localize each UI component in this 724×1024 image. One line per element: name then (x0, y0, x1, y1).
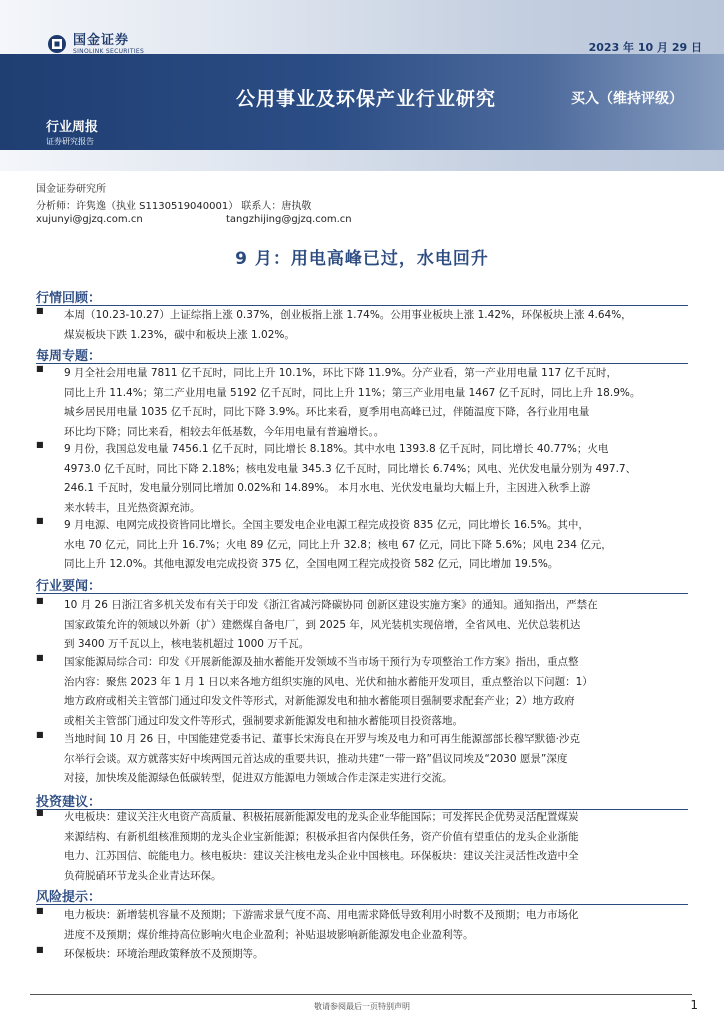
bullet-icon: ■ (36, 306, 44, 315)
text-line: 国家政策允许的领域以外新（扩）建燃煤自备电厂，到 2025 年，风光装机实现倍增，全省风电、光伏总装机达 (64, 618, 581, 631)
text-line: 同比上升 12.0%。其他电源发电完成投资 375 亿，全国电网工程完成投资 582 亿元，同比增加 19.5%。 (64, 558, 559, 570)
bullet-icon: ■ (36, 653, 44, 662)
analyst-email[interactable]: xujunyi@gjzq.com.cn (36, 214, 143, 225)
section-divider (36, 593, 688, 594)
text-line: 进度不及预期；煤价维持高位影响火电企业盈利；补贴退坡影响新能源发电企业盈利等。 (64, 928, 474, 941)
bullet-icon: ■ (36, 364, 44, 373)
text-line: 电力板块：新增装机容量不及预期；下游需求景气度不高、用电需求降低导致利用小时数不及预期；电力市场化 (64, 909, 579, 921)
bullet-icon: ■ (36, 516, 44, 525)
company-logo (47, 32, 144, 56)
report-date: 2023 年 10 月 29 日 (588, 41, 702, 54)
text-line: 当地时间 10 月 26 日，中国能建党委书记、董事长宋海良在开罗与埃及电力和可再生能源部部长穆罕默德·沙克 (64, 733, 580, 745)
logo-english-name: SINOLINK SECURITIES (73, 47, 145, 55)
text-line: 或相关主管部门通过印发文件等形式，强制要求新能源发电和抽水蓄能项目投资落地。 (64, 714, 463, 727)
text-line: 环比均下降；同比来看，相较去年低基数，今年用电量有普遍增长。。 (64, 425, 385, 438)
rating-badge: 买入（维持评级） (571, 91, 683, 107)
text-line: 9 月全社会用电量 7811 亿千瓦时，同比上升 10.1%，环比下降 11.9%。分产业看，第一产业用电量 117 亿千瓦时， (64, 367, 618, 379)
report-subtitle: 证券研究报告 (46, 137, 94, 146)
text-line: 对接，加快埃及能源绿色低碳转型，促进双方能源电力领域合作走深走实进行交流。 (64, 772, 453, 784)
analyst-line: 分析师：许隽逸（执业 S1130519040001） 联系人：唐执敬 (36, 201, 312, 212)
text-line: 到 3400 万千瓦以上，核电装机超过 1000 万千瓦。 (64, 638, 310, 650)
text-line: 煤炭板块下跌 1.23%，碳中和板块上涨 1.02%。 (64, 328, 295, 341)
report-type: 行业周报 (46, 120, 99, 135)
text-line: 负荷脱硝环节龙头企业青达环保。 (64, 869, 222, 882)
section-heading-weekly-topic: 每周专题： (36, 349, 102, 364)
bullet-icon: ■ (36, 945, 44, 954)
page-number: 1 (690, 998, 698, 1012)
bullet-icon: ■ (36, 906, 44, 915)
text-line: 城乡居民用电量 1035 亿千瓦时，同比下降 3.9%。环比来看，夏季用电高峰已过，伴随温度下降，各行业用电量 (64, 406, 590, 418)
text-line: 10 月 26 日浙江省多机关发布有关于印发《浙江省减污降碳协同 创新区建设实施方案》的通知。通知指出，严禁在 (64, 599, 598, 611)
text-line: 本周（10.23-10.27）上证综指上涨 0.37%，创业板指上涨 1.74%。公用事业板块上涨 1.42%，环保板块上涨 4.64%， (64, 309, 632, 321)
text-line: 来水转丰，且光热资源充沛。 (64, 501, 201, 514)
text-line: 9 月电源、电网完成投资皆同比增长。全国主要发电企业电源工程完成投资 835 亿元，同比增长 16.5%。其中， (64, 519, 589, 531)
text-line: 尔举行会谈。双方就落实好中埃两国元首达成的重要共识，推动共建“一带一路”倡议同埃及“2030 愿景”深度 (64, 752, 568, 765)
section-divider (36, 904, 688, 905)
text-line: 国家能源局综合司：印发《开展新能源及抽水蓄能开发领域不当市场干预行为专项整治工作方案》指出，重点整 (64, 656, 579, 668)
text-line: 246.1 千瓦时，发电量分别同比增加 0.02%和 14.89%。 本月水电、光伏发电量均大幅上升，主因进入秋季上游 (64, 482, 591, 494)
text-line: 水电 70 亿元，同比上升 16.7%；火电 89 亿元，同比上升 32.8；核电 67 亿元，同比下降 5.6%；风电 234 亿元， (64, 538, 612, 551)
footer-divider (30, 994, 692, 995)
bullet-icon: ■ (36, 440, 44, 449)
logo-mark-icon (47, 34, 67, 54)
research-institute: 国金证券研究所 (36, 184, 106, 195)
report-title: 9 月：用电高峰已过，水电回升 (235, 249, 489, 269)
text-line: 9 月份，我国总发电量 7456.1 亿千瓦时，同比增长 8.18%。其中水电 1393.8 亿千瓦时，同比增长 40.77%；火电 (64, 443, 609, 455)
section-heading-industry-news: 行业要闻： (36, 579, 102, 594)
text-line: 来源结构、有新机组核准预期的龙头企业宝新能源；积极承担省内保供任务，资产价值有望重估的龙头企业浙能 (64, 830, 579, 843)
text-line: 同比上升 11.4%；第二产业用电量 5192 亿千瓦时，同比上升 11%；第三产业用电量 1467 亿千瓦时，同比上升 18.9%。 (64, 386, 641, 399)
text-line: 火电板块：建议关注火电资产高质量、积极拓展新能源发电的龙头企业华能国际；可发挥民企优势灵活配置煤炭 (64, 811, 579, 823)
section-heading-risk-warning: 风险提示： (36, 890, 102, 905)
header-banner (0, 0, 724, 171)
sector-title: 公用事业及环保产业行业研究 (236, 88, 497, 110)
bullet-icon: ■ (36, 808, 44, 817)
bullet-icon: ■ (36, 596, 44, 605)
disclaimer-note: 敬请参阅最后一页特别声明 (314, 1002, 410, 1011)
text-line: 环保板块：环境治理政策释放不及预期等。 (64, 948, 264, 960)
bullet-icon: ■ (36, 730, 44, 739)
text-line: 地方政府或相关主管部门通过印发文件等形式，对新能源发电和抽水蓄能项目强制要求配套产业；2）地方政府 (64, 695, 575, 707)
text-line: 电力、江苏国信、皖能电力。核电板块：建议关注核电龙头企业中国核电。环保板块：建议关注灵活性改造中全 (64, 850, 579, 862)
logo-chinese-name: 国金证券 (73, 32, 130, 48)
section-heading-market-review: 行情回顾： (36, 291, 102, 306)
section-heading-investment-advice: 投资建议： (36, 795, 102, 810)
text-line: 4973.0 亿千瓦时，同比下降 2.18%；核电发电量 345.3 亿千瓦时，同比增长 6.74%；风电、光伏发电量分别为 497.7、 (64, 462, 637, 475)
text-line: 治内容：聚焦 2023 年 1 月 1 日以来各地方组织实施的风电、光伏和抽水蓄能开发项目，重点整治以下问题：1） (64, 675, 593, 688)
contact-email[interactable]: tangzhijing@gjzq.com.cn (226, 214, 352, 225)
